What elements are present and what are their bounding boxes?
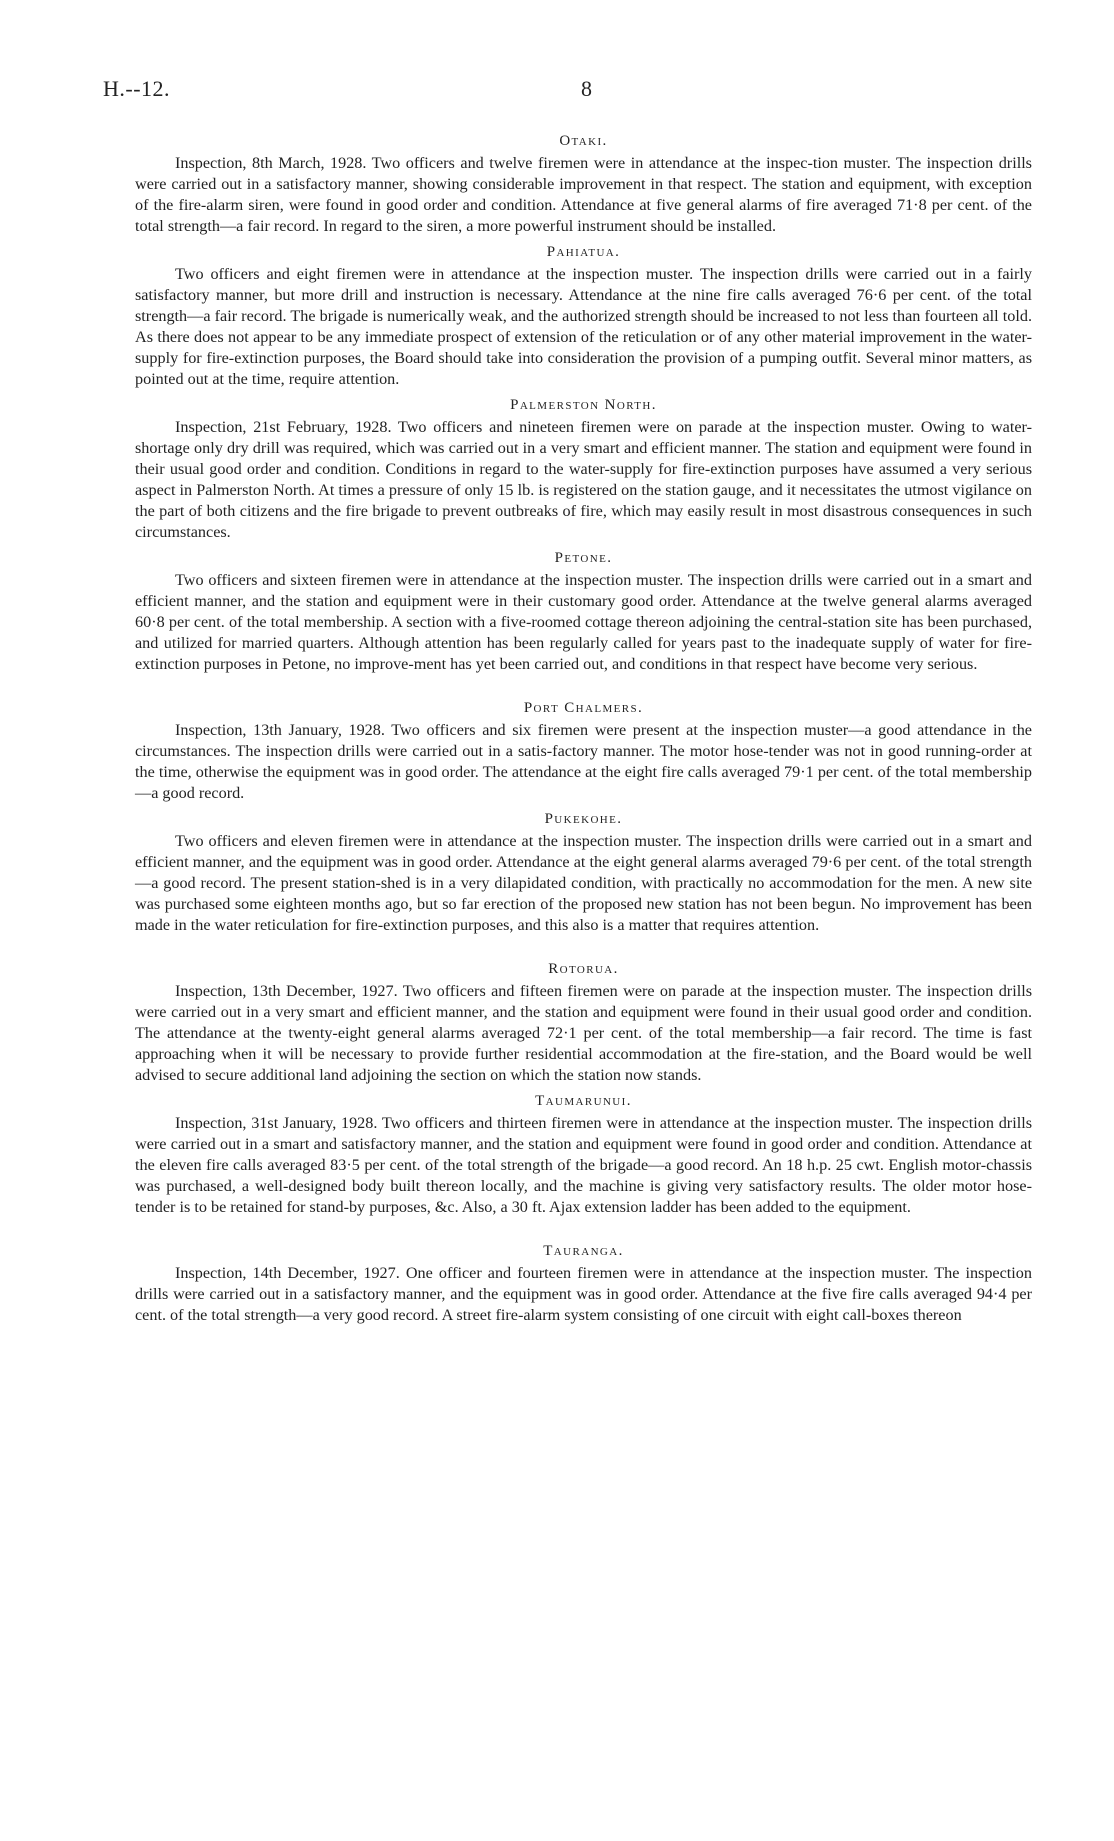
running-head — [103, 76, 1012, 106]
section-paragraph: Two officers and eight firemen were in attendance at the inspection muster. The inspection drills were carried out in a fairly satisfactory manner, but more drill and instruction is necessary. Attendance at the nine fire calls averaged 76·6 per cent. of the total strength—a fair record. The brigade is numerically weak, and the authorized strength should be increased to not less than fourteen all told. As there does not appear to be any immediate prospect of extension of the reticulation or of any other material improvement in the water-supply for fire-extinction purposes, the Board should take into consideration the provision of a pumping outfit. Several minor matters, as pointed out at the time, require attention. — [135, 265, 1032, 388]
section-spacer — [135, 1224, 1032, 1236]
section-heading: Pukekohe. — [544, 811, 623, 827]
section-paragraph: Two officers and eleven firemen were in attendance at the inspection muster. The inspection drills were carried out in a smart and efficient manner, and the equipment was in good order. Attendance at the eight general alarms averaged 79·6 per cent. of the total strength—a good record. The present station-shed is in a very dilapidated condition, with practically no accommodation for the men. A new site was purchased some eighteen months ago, but so far erection of the proposed new station has not been begun. No improvement has been made in the water reticulation for fire-extinction purposes, and this also is a matter that requires attention. — [135, 832, 1032, 934]
section-heading: Pahiatua. — [546, 244, 621, 260]
section-pahiatua — [135, 243, 1032, 390]
section-heading: Rotorua. — [548, 961, 619, 977]
section-heading: Palmerston North. — [510, 397, 657, 413]
section-rotorua — [135, 960, 1032, 1086]
section-heading: Otaki. — [559, 133, 608, 149]
document-body — [135, 126, 1032, 1332]
section-spacer — [135, 681, 1032, 693]
section-paragraph: Inspection, 21st February, 1928. Two officers and nineteen firemen were on parade at the inspection muster. Owing to water-shortage only dry drill was required, which was carried out in a very smart and efficient manner. The station and equipment were found in their usual good order and condition. Conditions in regard to the water-supply for fire-extinction purposes have assumed a very serious aspect in Palmerston North. At times a pressure of only 15 lb. is registered on the station gauge, and it necessitates the utmost vigilance on the part of both citizens and the fire brigade to prevent outbreaks of fire, which may easily result in most disastrous consequences in such circumstances. — [135, 418, 1032, 541]
section-heading: Taumarunui. — [535, 1093, 632, 1109]
section-spacer — [135, 942, 1032, 954]
section-paragraph: Inspection, 8th March, 1928. Two officers and twelve firemen were in attendance at the inspec-tion muster. The inspection drills were carried out in a satisfactory manner, showing considerable improvement in that respect. The station and equipment, with exception of the fire-alarm siren, were found in good order and condition. Attendance at five general alarms of fire averaged 71·8 per cent. of the total strength—a fair record. In regard to the siren, a more powerful instrument should be installed. — [135, 154, 1032, 235]
section-pukekohe — [135, 810, 1032, 936]
section-port-chalmers — [135, 699, 1032, 804]
document-reference: H.--12. — [103, 76, 171, 101]
section-petone — [135, 549, 1032, 675]
section-taumarunui — [135, 1092, 1032, 1218]
section-paragraph: Inspection, 14th December, 1927. One officer and fourteen firemen were in attendance at the inspection muster. The inspection drills were carried out in a satisfactory manner, and the equipment was in good order. Attendance at the five fire calls averaged 94·4 per cent. of the total strength—a very good record. A street fire-alarm system consisting of one circuit with eight call-boxes thereon — [135, 1264, 1032, 1324]
section-heading: Petone. — [554, 550, 613, 566]
page-number: 8 — [581, 76, 592, 101]
section-tauranga — [135, 1242, 1032, 1326]
section-paragraph: Inspection, 13th January, 1928. Two officers and six firemen were present at the inspection muster—a good attendance in the circumstances. The inspection drills were carried out in a satis-factory manner. The motor hose-tender was not in good running-order at the time, otherwise the equipment was in good order. The attendance at the eight fire calls averaged 79·1 per cent. of the total membership—a good record. — [135, 721, 1032, 802]
section-paragraph: Inspection, 31st January, 1928. Two officers and thirteen firemen were in attendance at the inspection muster. The inspection drills were carried out in a smart and satisfactory manner, and the station and equipment were found in good order and condition. Attendance at the eleven fire calls averaged 83·5 per cent. of the total strength of the brigade—a good record. An 18 h.p. 25 cwt. English motor-chassis was purchased, a well-designed body built thereon locally, and the machine is giving very satisfactory results. The older motor hose-tender is to be retained for stand-by purposes, &c. Also, a 30 ft. Ajax extension ladder has been added to the equipment. — [135, 1114, 1032, 1216]
section-otaki — [135, 132, 1032, 237]
section-paragraph: Two officers and sixteen firemen were in attendance at the inspection muster. The inspection drills were carried out in a smart and efficient manner, and the station and equipment were in their customary good order. Attendance at the twelve general alarms averaged 60·8 per cent. of the total membership. A section with a five-roomed cottage thereon adjoining the central-station site has been purchased, and utilized for married quarters. Although attention has been regularly called for years past to the inadequate supply of water for fire-extinction purposes in Petone, no improve-ment has yet been carried out, and conditions in that respect have become very serious. — [135, 571, 1032, 673]
section-paragraph: Inspection, 13th December, 1927. Two officers and fifteen firemen were on parade at the inspection muster. The inspection drills were carried out in a very smart and efficient manner, and the station and equipment were found in their usual good order and condition. The attendance at the twenty-eight general alarms averaged 72·1 per cent. of the total membership—a fair record. The time is fast approaching when it will be necessary to provide further residential accommodation at the fire-station, and the Board would be well advised to secure additional land adjoining the section on which the station now stands. — [135, 982, 1032, 1084]
section-heading: Port Chalmers. — [523, 700, 644, 716]
section-heading: Tauranga. — [543, 1243, 624, 1259]
section-palmerston-north — [135, 396, 1032, 543]
